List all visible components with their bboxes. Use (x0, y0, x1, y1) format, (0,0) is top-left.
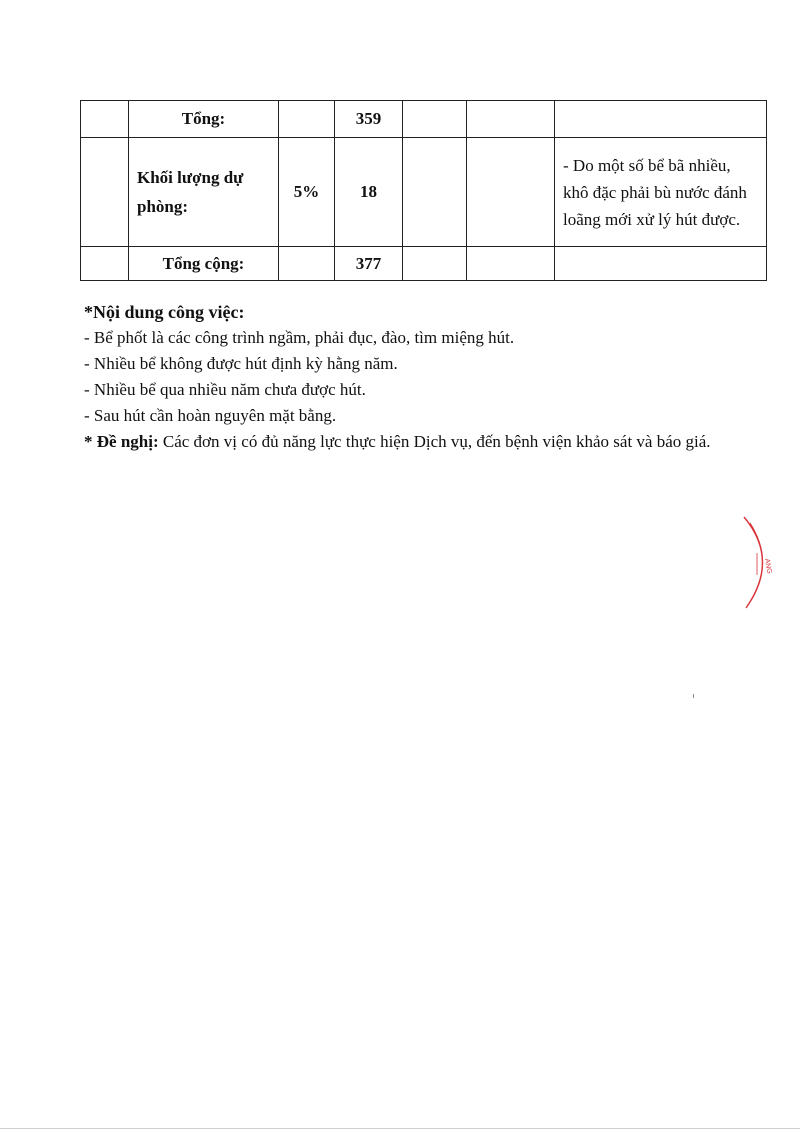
table-row-grand-total (81, 247, 767, 281)
reserve-quantity: 18 (335, 138, 403, 247)
page-edge-line (0, 1128, 800, 1129)
table-cell (403, 247, 467, 281)
table-cell (81, 101, 129, 138)
work-content-item: - Nhiều bể không được hút định kỳ hằng năm. (84, 354, 398, 373)
work-content-item: - Bể phốt là các công trình ngầm, phải đục, đào, tìm miệng hút. (84, 328, 515, 347)
table-cell (467, 247, 555, 281)
table-cell (81, 247, 129, 281)
scan-speck (693, 694, 694, 698)
work-content-item: - Sau hút cần hoàn nguyên mặt bằng. (84, 406, 337, 425)
proposal-label: * Đề nghị: (84, 432, 159, 451)
table-cell (403, 101, 467, 138)
stamp-text: ANG (763, 558, 773, 575)
reserve-label: Khối lượng dự phòng: (129, 138, 279, 247)
reserve-percent: 5% (279, 138, 335, 247)
table-cell (467, 101, 555, 138)
table-cell (403, 138, 467, 247)
grand-total-quantity: 377 (335, 247, 403, 281)
work-content-heading: *Nội dung công việc: (84, 302, 245, 322)
table-row-reserve (81, 138, 767, 247)
proposal-text: Các đơn vị có đủ năng lực thực hiện Dịch vụ, đến bệnh viện khảo sát và báo giá. (158, 432, 711, 451)
grand-total-label: Tổng cộng: (129, 247, 279, 281)
work-content-item: - Nhiều bể qua nhiều năm chưa được hút. (84, 380, 366, 399)
table-cell (279, 101, 335, 138)
table-cell (555, 101, 767, 138)
table-cell (555, 247, 767, 281)
total-quantity: 359 (335, 101, 403, 138)
table-cell (279, 247, 335, 281)
proposal-paragraph (84, 429, 744, 455)
table-row-total (81, 101, 767, 138)
red-stamp-fragment (740, 515, 780, 610)
reserve-note: - Do một số bể bã nhiều, khô đặc phải bù nước đánh loãng mới xử lý hút được. (555, 138, 767, 247)
total-label: Tổng: (129, 101, 279, 138)
work-content-section (84, 299, 744, 455)
table-cell (467, 138, 555, 247)
table-cell (81, 138, 129, 247)
summary-table (80, 100, 767, 281)
